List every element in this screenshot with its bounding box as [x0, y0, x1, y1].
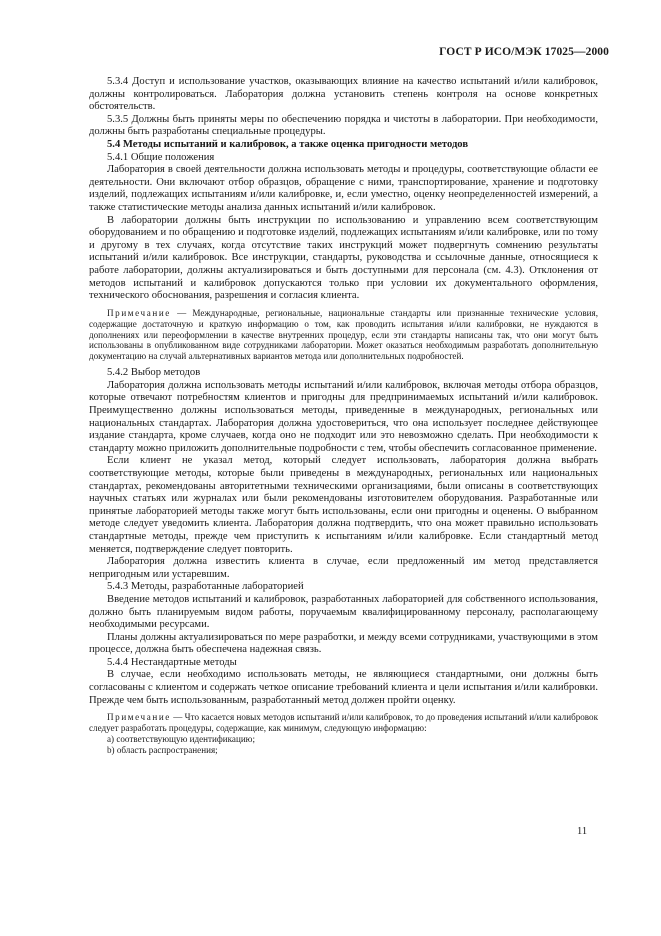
paragraph-5-3-4: 5.3.4 Доступ и использование участков, оказывающих влияние на качество испытаний и/или калибровок, должны контролироваться. Лаборатория должна установить степень контроля на основе конкретных обстоятельств.: [89, 76, 598, 113]
list-item: a) соответствующую идентификацию;: [107, 734, 255, 745]
paragraph-5-4-3-a: Введение методов испытаний и калибровок, разработанных лабораторией для собственного использования, должно быть планируемым видом работы, поручаемым квалифицированному персоналу, располагающему необходимыми ресурсами.: [89, 593, 598, 631]
paragraph-5-4-1-b: В лаборатории должны быть инструкции по использованию и управлению всем соответствующим оборудованием и по обращению и подготовке изделий, подлежащих испытаниям и/или калибровке, или по тому и другому в тех случаях, когда отсутствие таких инструкций может подвергнуть сомнению результаты испытаний и/или калибровок. Все инструкции, стандарты, руководства и ссылочные данные, относящиеся к работе лаборатории, должны актуализироваться и быть доступными для персонала (см. 4.3). Отклонения от методов испытаний и калибровок допускаются только при условии их документального оформления, технического обоснования, разрешения и согласия клиента.: [89, 214, 598, 302]
section-heading-5-4: 5.4 Методы испытаний и калибровок, а также оценка пригодности методов: [107, 138, 469, 150]
note-1: [89, 308, 598, 363]
paragraph-5-4-1-a: Лаборатория в своей деятельности должна использовать методы и процедуры, соответствующие области ее деятельности. Они включают отбор образцов, обращение с ними, транспортирование, хранение и подготовку изделий, подлежащих испытаниям и/или калибровке, и, если уместно, оценку неопределенностей измерений, а также статистические методы анализа данных испытаний и/или калибровок.: [89, 164, 598, 213]
subsection-heading-5-4-4: 5.4.4 Нестандартные методы: [107, 656, 237, 668]
subsection-heading-5-4-3: 5.4.3 Методы, разработанные лабораторией: [107, 581, 304, 593]
page-number: 11: [577, 826, 588, 837]
paragraph-5-4-2-b: Если клиент не указал метод, который следует использовать, лаборатория должна выбрать соответствующие методы, которые были приведены в международных, региональных или национальных стандартах, рекомендованы авторитетными техническими организациями, были описаны в соответствующих научных статьях или журналах или были рекомендованы изготовителем оборудования. Разработанные или принятые лабораторией методы также могут быть использованы, если они пригодны и оценены. О выбранном методе следует уведомить клиента. Лаборатория должна подтвердить, что она может правильно использовать стандартные методы, прежде чем приступить к испытаниям и/или калибровке. Если стандартный метод меняется, подтверждение следует повторить.: [89, 455, 598, 555]
paragraph-5-4-3-b: Планы должны актуализироваться по мере разработки, и между всеми сотрудниками, участвующими в этом процессе, должна быть обеспечена надежная связь.: [89, 631, 598, 656]
requirements-list: [89, 734, 598, 756]
note-1-text: — Международные, региональные, национальные стандарты или признанные технические условия, содержащие достаточную и краткую информацию о том, как проводить испытания и/или калибровки, не нуждаются в дополнениях или переоформлении в качестве внутренних процедур, если эти стандарты написаны так, что они могут быть использованы в опубликованном виде сотрудниками лаборатории. Может оказаться необходимым разработать дополнительную документацию на случай альтернативных вариантов метода или дополнительных подробностей.: [89, 307, 598, 362]
subsection-heading-5-4-2: 5.4.2 Выбор методов: [107, 367, 201, 379]
document-body: [89, 76, 598, 756]
paragraph-5-3-5: 5.3.5 Должны быть приняты меры по обеспечению порядка и чистоты в лаборатории. При необходимости, должны быть разработаны специальные процедуры.: [89, 113, 598, 138]
list-item: b) область распространения;: [107, 744, 218, 755]
note-2-label: Примечание: [107, 712, 171, 723]
note-2: [89, 712, 598, 734]
note-1-label: Примечание: [107, 307, 171, 318]
document-header: ГОСТ Р ИСО/МЭК 17025—2000: [439, 46, 609, 58]
paragraph-5-4-4-a: В случае, если необходимо использовать методы, не являющиеся стандартными, они должны быть согласованы с клиентом и содержать четкое описание требований клиента и цели испытания и/или калибровки. Прежде чем быть использованным, разработанный метод должен пройти оценку.: [89, 669, 598, 706]
note-2-text: — Что касается новых методов испытаний и/или калибровок, то до проведения испытаний и/или калибровок следует разработать процедуры, содержащие, как минимум, следующую информацию:: [89, 712, 598, 734]
subsection-heading-5-4-1: 5.4.1 Общие положения: [107, 151, 215, 163]
paragraph-5-4-2-c: Лаборатория должна известить клиента в случае, если предложенный им метод представляется непригодным или устаревшим.: [89, 556, 598, 580]
paragraph-5-4-2-a: Лаборатория должна использовать методы испытаний и/или калибровок, включая методы отбора образцов, которые отвечают потребностям клиентов и пригодны для предпринимаемых испытаний и/или калибровок. Преимущественно должны использоваться методы, приведенные в международных, региональных или национальных стандартах. Лаборатория должна удостовериться, что она использует последнее действующее издание стандарта, кроме случаев, когда оно не подходит или это невозможно сделать. При необходимости к стандарту можно приложить дополнительные подробности с тем, чтобы обеспечить согласованное применение.: [89, 379, 598, 454]
